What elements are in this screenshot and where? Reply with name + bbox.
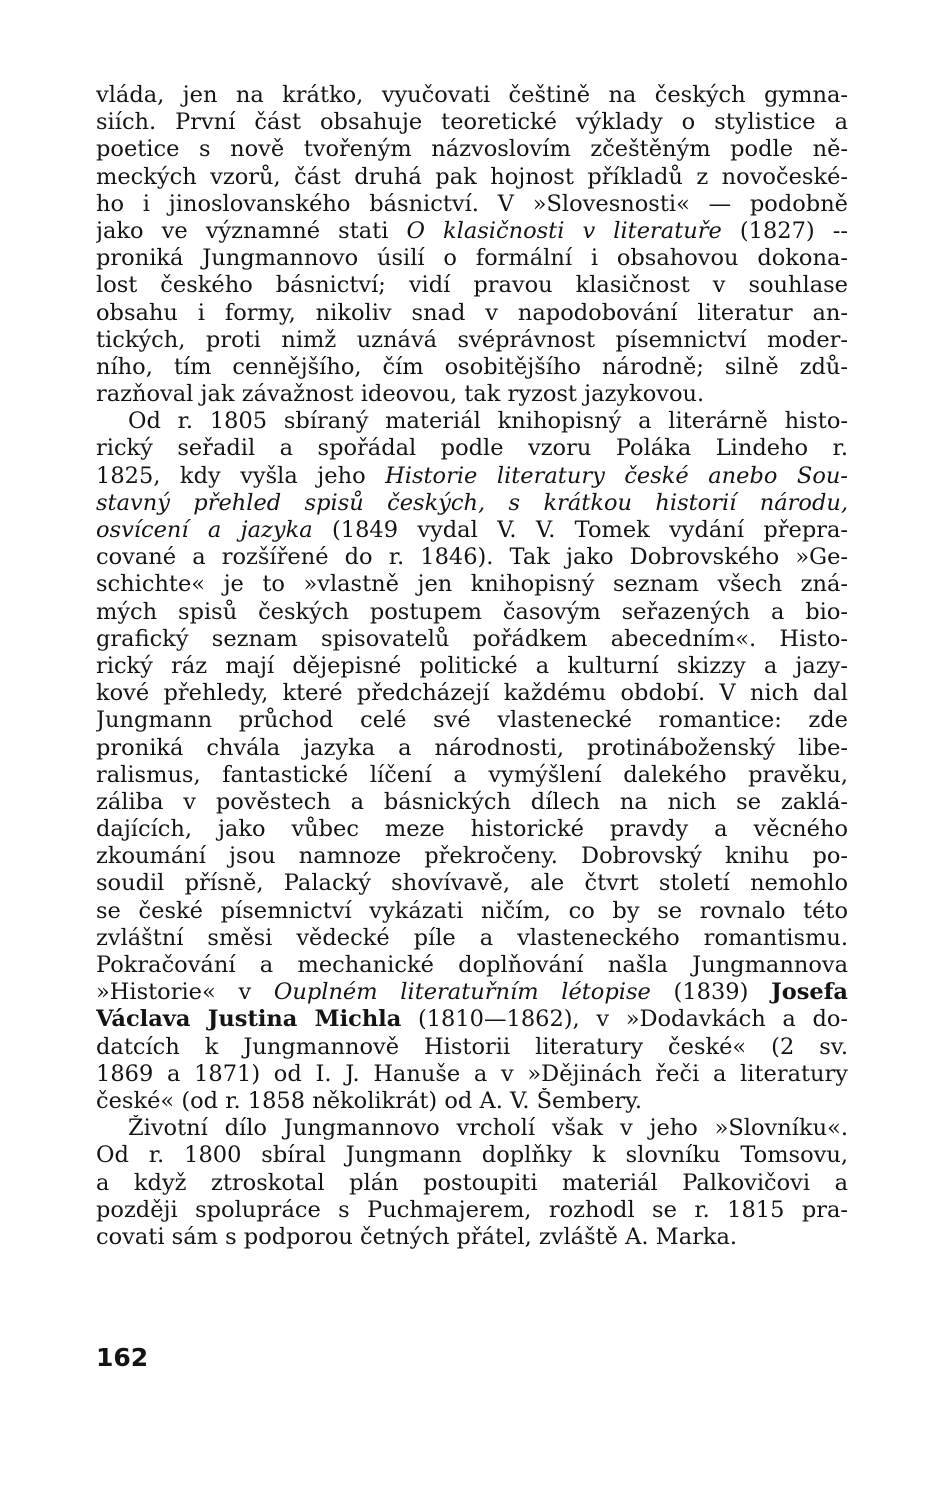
- text-line: schichte« je to »vlastně jen knihopisný seznam všech zná-: [96, 571, 848, 598]
- text-line: grafický seznam spisovatelů pořádkem abecedním«. Histo-: [96, 625, 848, 652]
- text-line: proniká Jungmannovo úsilí o formální i obsahovou dokona-: [96, 245, 848, 272]
- text-line: dajících, jako vůbec meze historické pravdy a věcného: [96, 816, 848, 843]
- text-line: zkoumání jsou namnoze překročeny. Dobrovský knihu po-: [96, 843, 848, 870]
- text-line: poetice s nově tvořeným názvoslovím zčeštěným podle ně-: [96, 136, 848, 163]
- text-line: covati sám s podporou četných přátel, zvláště A. Marka.: [96, 1223, 738, 1250]
- text-line: lost českého básnictví; vidí pravou klasičnost v souhlase: [96, 272, 848, 299]
- text-line: zvláštní směsi vědecké píle a vlasteneckého romantismu.: [96, 924, 848, 951]
- page-number: 162: [96, 1343, 149, 1372]
- text-line: Životní dílo Jungmannovo vrcholí však v jeho »Slovníku«.: [128, 1115, 848, 1142]
- text-line: siích. První část obsahuje teoretické výklady o stylistice a: [96, 109, 848, 136]
- text-line: datcích k Jungmannově Historii literatury české« (2 sv.: [96, 1033, 848, 1060]
- text-line: proniká chvála jazyka a národnosti, protináboženský libe-: [96, 734, 848, 761]
- text-line: později spolupráce s Puchmajerem, rozhodl se r. 1815 pra-: [96, 1196, 848, 1223]
- text-line: meckých vzorů, část druhá pak hojnost příkladů z novočeské-: [96, 163, 848, 190]
- text-line: jako ve významné stati O klasičnosti v literatuře (1827) --: [96, 217, 848, 244]
- text-line: a když ztroskotal plán postoupiti materiál Palkovičovi a: [96, 1169, 848, 1196]
- text-line: razňoval jak závažnost ideovou, tak ryzost jazykovou.: [96, 381, 705, 408]
- text-line: ního, tím cennějšího, čím osobitějšího národně; silně zdů-: [96, 353, 848, 380]
- text-line: Jungmann průchod celé své vlastenecké romantice: zde: [96, 707, 848, 734]
- text-line: záliba v pověstech a básnických dílech na nich se zaklá-: [96, 788, 848, 815]
- text-line: rický seřadil a spořádal podle vzoru Poláka Lindeho r.: [96, 435, 848, 462]
- text-line: české« (od r. 1858 několikrát) od A. V. Šembery.: [96, 1087, 643, 1114]
- text-line: ho i jinoslovanského básnictví. V »Slovesnosti« — podobně: [96, 190, 848, 217]
- text-line: 1825, kdy vyšla jeho Historie literatury české anebo Sou-: [96, 462, 848, 489]
- text-line: »Historie« v Ouplném literatuřním létopise (1839) Josefa: [96, 979, 848, 1006]
- text-line: Od r. 1800 sbíral Jungmann doplňky k slovníku Tomsovu,: [96, 1142, 848, 1169]
- text-line: soudil přísně, Palacký shovívavě, ale čtvrt století nemohlo: [96, 870, 848, 897]
- text-line: tických, proti nimž uznává svéprávnost písemnictví moder-: [96, 326, 848, 353]
- text-line: rický ráz mají dějepisné politické a kulturní skizzy a jazy-: [96, 652, 848, 679]
- text-line: kové přehledy, které předcházejí každému období. V nich dal: [96, 680, 848, 707]
- text-line: Od r. 1805 sbíraný materiál knihopisný a literárně histo-: [128, 408, 848, 435]
- text-line: mých spisů českých postupem časovým seřazených a bio-: [96, 598, 848, 625]
- text-line: osvícení a jazyka (1849 vydal V. V. Tomek vydání přepra-: [96, 517, 848, 543]
- text-line: vláda, jen na krátko, vyučovati češtině na českých gymna-: [96, 82, 848, 108]
- text-line: 1869 a 1871) od I. J. Hanuše a v »Dějinách řeči a literatury: [96, 1060, 848, 1087]
- text-line: ralismus, fantastické líčení a vymýšlení dalekého pravěku,: [96, 761, 848, 788]
- text-line: obsahu i formy, nikoliv snad v napodobování literatur an-: [96, 299, 848, 326]
- text-line: se české písemnictví vykázati ničím, co by se rovnalo této: [96, 897, 848, 924]
- text-line: Pokračování a mechanické doplňování našla Jungmannova: [96, 952, 848, 978]
- text-line: cované a rozšířené do r. 1846). Tak jako Dobrovského »Ge-: [96, 544, 848, 571]
- text-line: stavný přehled spisů českých, s krátkou historií národu,: [96, 489, 848, 516]
- text-line: Václava Justina Michla (1810—1862), v »Dodavkách a do-: [96, 1006, 848, 1033]
- page-text-body: [96, 82, 848, 1251]
